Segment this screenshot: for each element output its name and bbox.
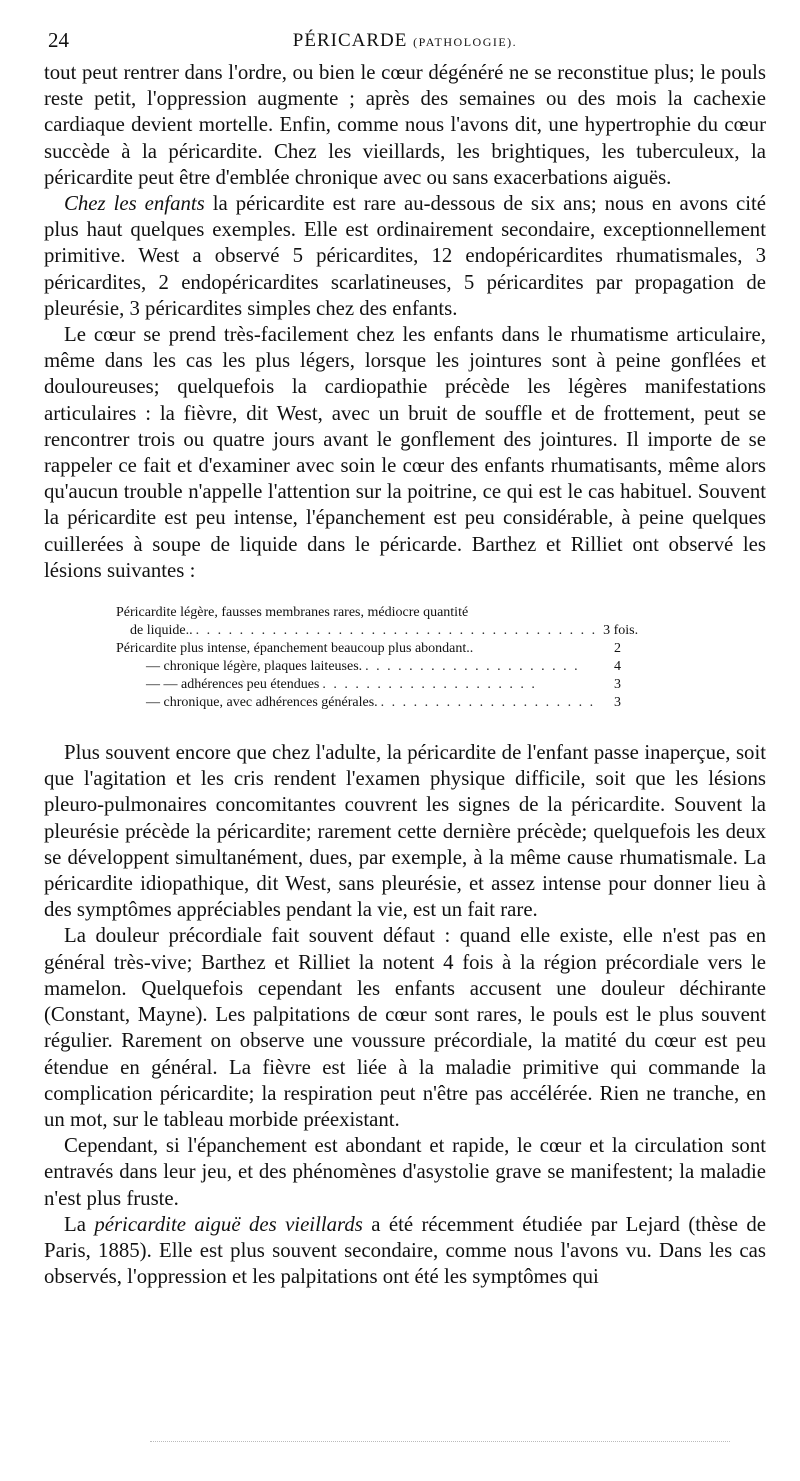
row-label: — — adhérences peu étendues bbox=[146, 677, 322, 692]
paragraph-elderly bbox=[44, 1212, 766, 1291]
text-body bbox=[44, 60, 766, 1290]
italic-lead: Chez les enfants bbox=[64, 192, 205, 216]
row-count: 4 bbox=[614, 659, 621, 675]
row-label: de liquide.. bbox=[130, 623, 196, 638]
leader-dots: . . . . . . . . . . . . . . . . . . . . . . . . . . . . . . . . . . . . . bbox=[195, 623, 598, 639]
table-row bbox=[116, 604, 621, 622]
row-count: 3 bbox=[614, 695, 621, 711]
page-header bbox=[44, 28, 766, 58]
paragraph-text: la péricardite est rare au-dessous de six ans; nous en avons cité plus haut quelques exemples. Elle est ordinairement secondaire, exceptionnellement primitive. West a observé 5 péricardites, 12 endopéricardites rhumatismales, 3 péricardites, 2 endopéricardites scarlatineuses, 5 péricardites par propagation de pleurésie, 3 péricardites simples chez des enfants. bbox=[44, 192, 766, 320]
row-label: Péricardite légère, fausses membranes rares, médiocre quantité bbox=[116, 605, 471, 620]
paragraph-continuation: tout peut rentrer dans l'ordre, ou bien le cœur dégénéré ne se reconstitue plus; le pouls reste petit, l'oppression augmente ; après des semaines ou des mois la cachexie cardiaque devient mortelle. Enfin, comme nous l'avons dit, une hypertrophie du cœur succède à la péricardite. Chez les vieillards, les brightiques, les tuberculeux, la péricardite peut être d'emblée chronique avec ou sans exacerbations aiguës. bbox=[44, 61, 766, 189]
table-row bbox=[116, 658, 621, 676]
leader-dots: . . . . . . . . . . . . . . . . . . . . bbox=[380, 695, 596, 711]
leader-dots: . . . . . . . . . . . . . . . . . . . . bbox=[322, 677, 537, 693]
running-title: PÉRICARDE bbox=[292, 30, 408, 51]
row-count: 3 fois. bbox=[603, 623, 639, 639]
paragraph-rheumatism: Le cœur se prend très-facilement chez les enfants dans le rhumatisme articulaire, même dans les cas les plus légers, lorsque les jointures sont à peine gonflées et douloureuses; quelquefois la cardiopathie précède les légères manifestations articulaires : la fièvre, dit West, avec un bruit de souffle et de frottement, peut se rencontrer trois ou quatre jours avant le gonflement des jointures. Il importe de se rappeler ce fait et d'examiner avec soin le cœur des enfants rhumatisants, même alors qu'aucun trouble n'appelle l'attention sur la poitrine, ce qui est le cas habituel. Souvent la péricardite est peu intense, l'épanchement est peu considérable, à peine quelques cuillerées à soupe de liquide dans le péricarde. Barthez et Rilliet ont observé les lésions suivantes : bbox=[44, 323, 766, 582]
table-row bbox=[116, 676, 621, 694]
bottom-bleed-line bbox=[150, 1441, 730, 1443]
lesions-table bbox=[116, 604, 639, 712]
table-row bbox=[116, 640, 621, 658]
row-label: Péricardite plus intense, épanchement beaucoup plus abondant.. bbox=[116, 641, 476, 656]
paragraph-lead: La bbox=[64, 1212, 95, 1236]
row-count: 2 bbox=[614, 641, 621, 657]
leader-dots: . . . . . . . . . . . . . . . . . . . . bbox=[365, 659, 580, 675]
paragraph-effusion: Cependant, si l'épanchement est abondant et rapide, le cœur et la circulation sont entravés dans leur jeu, et des phénomènes d'asystolie grave se manifestent; la maladie n'est plus fruste. bbox=[44, 1134, 766, 1210]
table-row bbox=[116, 694, 621, 712]
paragraph-text: a été récemment étudiée par Lejard (thèse de Paris, 1885). Elle est plus souvent secondaire, comme nous l'avons vu. Dans les cas observés, l'oppression et les palpitations ont été les symptômes qui bbox=[44, 1212, 766, 1289]
italic-term: péricardite aiguë des vieillards bbox=[94, 1212, 363, 1236]
table-row bbox=[116, 622, 639, 640]
paragraph-inapparent: Plus souvent encore que chez l'adulte, la péricardite de l'enfant passe inaperçue, soit que l'agitation et les cris rendent l'examen physique difficile, soit que les lésions pleuro-pulmonaires concomitantes couvrent les signes de la péricardite. Souvent la pleurésie précède la péricardite; rarement cette dernière précède; quelquefois les deux se développent simultanément, dues, par exemple, à la même cause rhumatismale. La péricardite idiopathique, dit West, sans pleurésie, et assez intense pour donner lieu à des symptômes appréciables pendant la vie, est un fait rare. bbox=[44, 741, 766, 922]
paragraph-pain: La douleur précordiale fait souvent défaut : quand elle existe, elle n'est pas en général très-vive; Barthez et Rilliet la notent 4 fois à la région précordiale vers le mamelon. Quelquefois cependant les enfants accusent une douleur déchirante (Constant, Mayne). Les palpitations de cœur sont rares, le pouls est le plus souvent régulier. Rarement on observe une voussure précordiale, la matité du cœur est peu étendue en général. La fièvre est liée à la maladie primitive qui commande la complication péricardite; la respiration peut n'être pas accélérée. Rien ne tranche, en un mot, sur le tableau morbide préexistant. bbox=[44, 924, 766, 1131]
running-head bbox=[44, 30, 766, 52]
row-label: — chronique légère, plaques laiteuses. bbox=[146, 659, 365, 674]
running-subtitle: (PATHOLOGIE). bbox=[413, 35, 518, 49]
paragraph-children bbox=[44, 191, 766, 322]
row-label: — chronique, avec adhérences générales. bbox=[146, 695, 381, 710]
row-count: 3 bbox=[614, 677, 621, 693]
page-number: 24 bbox=[48, 28, 69, 52]
